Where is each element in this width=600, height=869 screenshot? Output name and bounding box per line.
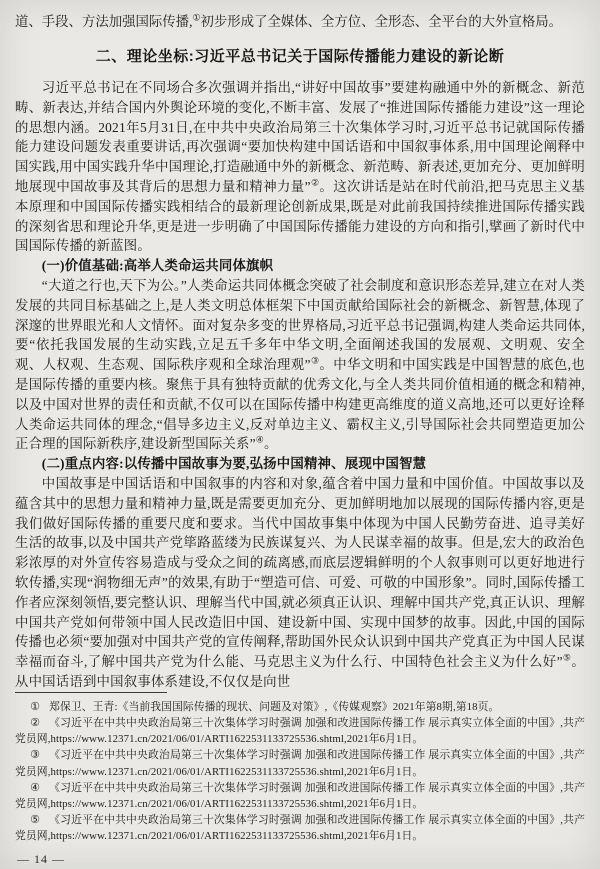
footnote-separator — [15, 692, 167, 693]
footnote-text: 《习近平在中共中央政治局第三十次集体学习时强调 加强和改进国际传播工作 展示真实立体全面的中国》,共产党员网,https://www.12371.cn/2021/06/01/ARTI1622531133725536.shtml,2021年6月1日。 — [15, 716, 585, 746]
subheading-key-content: (二)重点内容:以传播中国故事为要,弘扬中国精神、展现中国智慧 — [41, 456, 427, 472]
footnote-text: 《习近平在中共中央政治局第三十次集体学习时强调 加强和改进国际传播工作 展示真实立体全面的中国》,共产党员网,https://www.12371.cn/2021/06/01/ARTI1622531133725536.shtml,2021年6月1日。 — [15, 814, 585, 843]
footnote-text: 郑保卫、王青:《当前我国国际传播的现状、问题及对策》,《传媒观察》2021年第8期,第18页。 — [49, 700, 500, 713]
footnote-1 — [15, 699, 585, 715]
footnote-3 — [15, 747, 585, 779]
footnote-marker: ① — [30, 700, 40, 713]
leading-paragraph-continuation: 道、手段、方法加强国际传播,①初步形成了全媒体、全方位、全形态、全平台的大外宣格局。 — [15, 12, 563, 29]
body-text — [15, 78, 585, 692]
paragraph: “大道之行也,天下为公。”人类命运共同体概念突破了社会制度和意识形态差异,建立在对人类发展的共同目标基础之上,是人类文明总体框架下中国贡献给国际社会的新概念、新智慧,体现了深邃的世界眼光和人文情怀。面对复杂多变的世界格局,习近平总书记强调,构建人类命运共同体,要“依托我国发展的生动实践,立足五千多年中华文明,全面阐述我国的发展观、文明观、安全观、人权观、生态观、国际秩序观和全球治理观”③。中华文明和中国实践是中国智慧的底色,也是国际传播的重要内核。聚焦于具有独特贡献的优秀文化,与全人类共同价值相通的概念和精神,以及中国对世界的责任和贡献,不仅可以在国际传播中构建更高维度的道义高地,还可以更好诠释人类命运共同体的理念,“倡导多边主义,反对单边主义、霸权主义,引导国际社会共同塑造更加公正合理的国际新秩序,建设新型国际关系”④。 — [15, 277, 585, 452]
footnote-marker: ② — [30, 716, 40, 729]
paragraph: 习近平总书记在不同场合多次强调并指出,“讲好中国故事”要建构融通中外的新概念、新范畴、新表达,并结合国内外舆论环境的变化,不断丰富、发展了“推进国际传播能力建设”这一理论的思想内涵。2021年5月31日,在中共中央政治局第三十次集体学习时,习近平总书记就国际传播能力建设问题发表重要讲话,再次强调“要加快构建中国话语和中国叙事体系,用中国理论阐释中国实践,用中国实践升华中国理论,打造融通中外的新概念、新范畴、新表述,更加充分、更加鲜明地展现中国故事及其背后的思想力量和精神力量”②。这次讲话是站在时代前沿,把马克思主义基本原理和中国国际传播实践相结合的最新理论创新成果,既是对此前我国持续推进国际传播实践的深刻省思和理论升华,更是进一步明确了中国国际传播能力建设的方向和指引,擘画了新时代中国国际传播的新蓝图。 — [15, 80, 585, 254]
footnote-marker: ④ — [30, 781, 40, 794]
footnote-2 — [15, 715, 585, 747]
footnote-text: 《习近平在中共中央政治局第三十次集体学习时强调 加强和改进国际传播工作 展示真实立体全面的中国》,共产党员网,https://www.12371.cn/2021/06/01/ARTI1622531133725536.shtml,2021年6月1日。 — [15, 781, 585, 810]
section-heading: 二、理论坐标:习近平总书记关于国际传播能力建设的新论断 — [95, 48, 505, 65]
footnote-marker: ③ — [30, 749, 40, 762]
footnote-4 — [15, 780, 585, 812]
footnote-5 — [15, 812, 585, 844]
footnote-block — [15, 692, 585, 845]
footnote-text: 《习近平在中共中央政治局第三十次集体学习时强调 加强和改进国际传播工作 展示真实立体全面的中国》,共产党员网,https://www.12371.cn/2021/06/01/ARTI1622531133725536.shtml,2021年6月1日。 — [15, 749, 585, 778]
subheading-value-basis: (一)价值基础:高举人类命运共同体旗帜 — [41, 258, 274, 274]
paragraph: 中国故事是中国话语和中国叙事的内容和对象,蕴含着中国力量和中国价值。中国故事以及蕴含其中的思想力量和精神力量,既是需要更加充分、更加鲜明地加以展现的国际传播内容,更是我们做好国际传播的重要尺度和要求。当代中国故事集中体现为中国人民勤劳奋进、追寻美好生活的故事,以及中国共产党筚路蓝缕为民族谋复兴、为人民谋幸福的故事。但是,宏大的政治色彩浓厚的对外宣传容易造成与受众之间的疏离感,而底层逻辑鲜明的个人叙事则可以更好地进行软传播,实现“润物细无声”的效果,有助于“塑造可信、可爱、可敬的中国形象”。同时,国际传播工作者应深刻领悟,要完整认识、理解当代中国,就必须真正认识、理解中国共产党,真正认识、理解中国共产党如何带领中国人民改造旧中国、建设新中国、实现中国梦的故事。因此,中国的国际传播也必须“要加强对中国共产党的宣传阐释,帮助国外民众认识到中国共产党真正为中国人民谋幸福而奋斗,了解中国共产党为什么能、马克思主义为什么行、中国特色社会主义为什么好”⑤。从中国话语到中国叙事体系建设,不仅仅是向世 — [15, 475, 585, 689]
page-number: — 14 — — [17, 851, 65, 866]
footnote-marker: ⑤ — [30, 814, 40, 827]
